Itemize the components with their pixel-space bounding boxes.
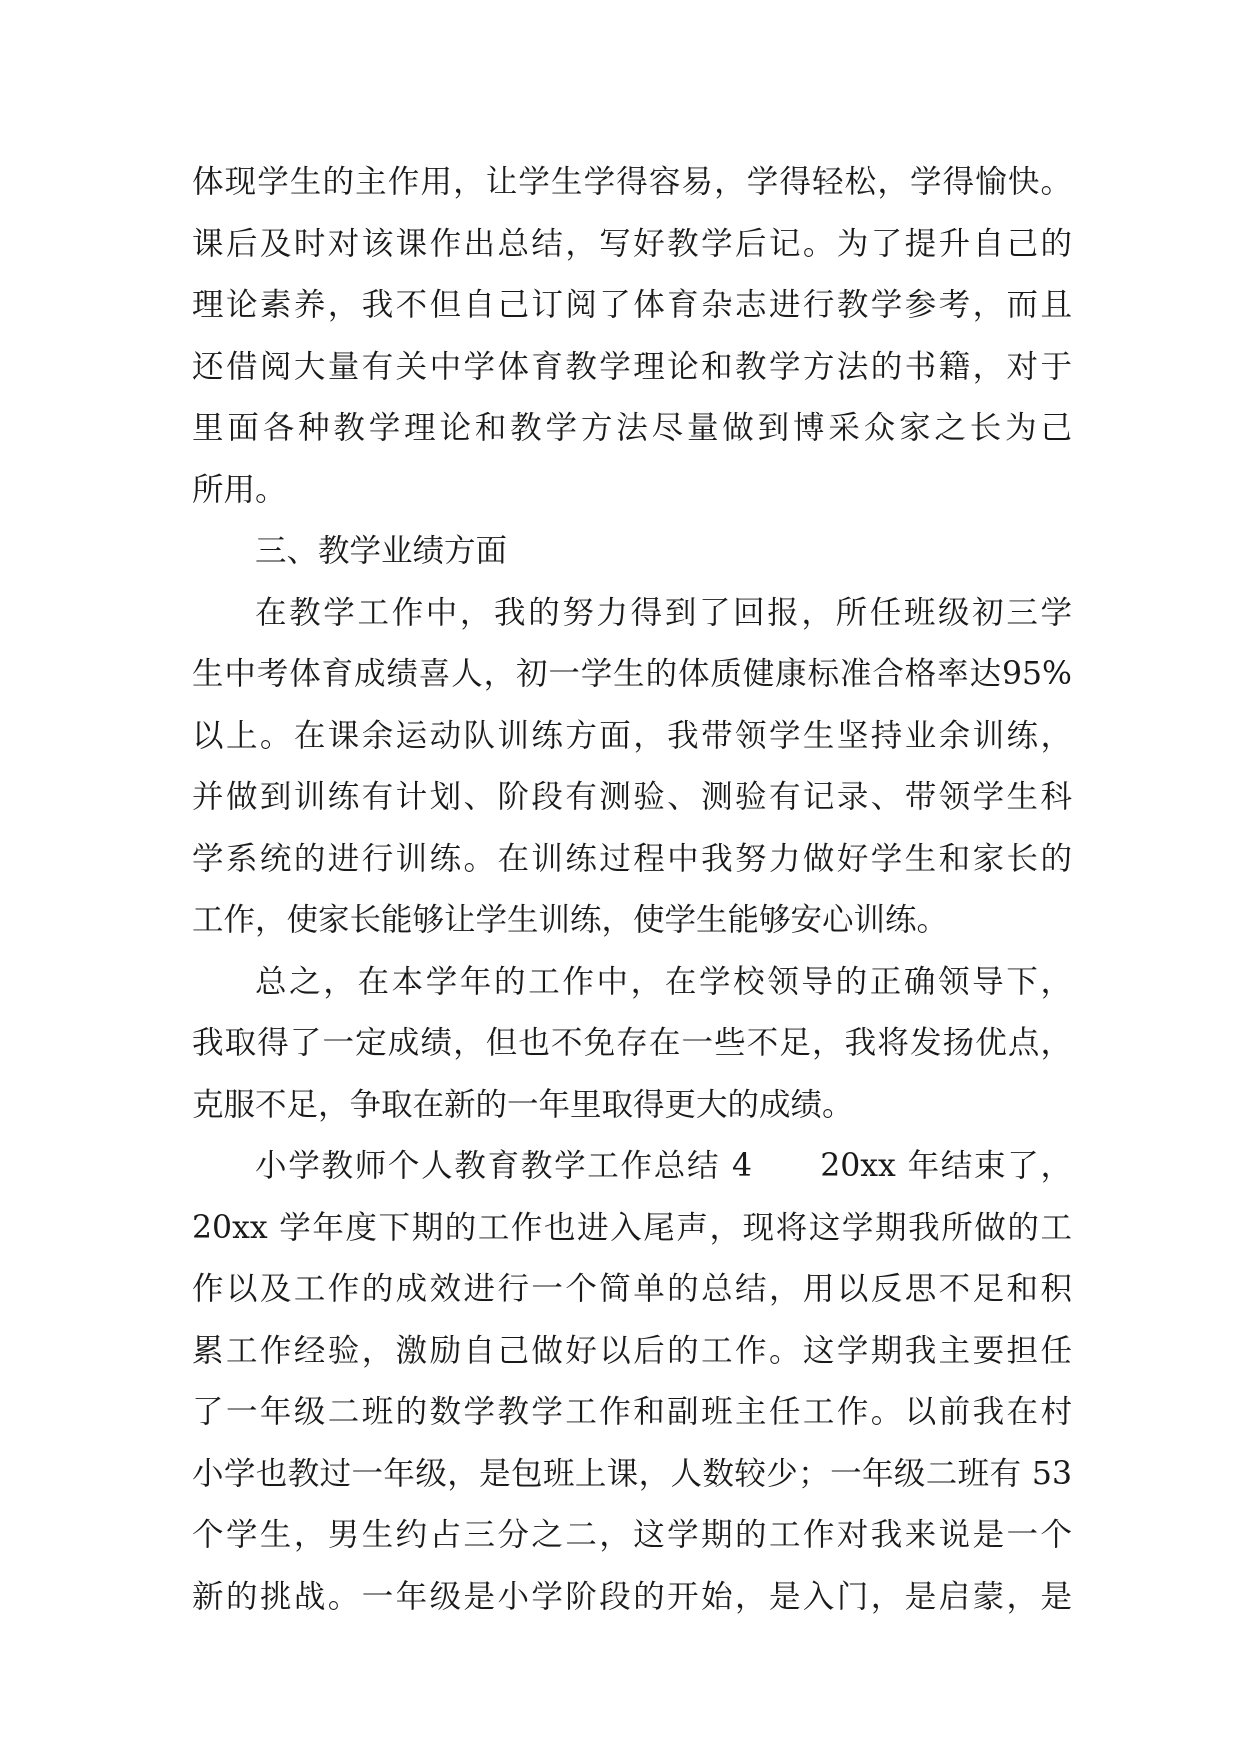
text-line-9: 生中考体育成绩喜人，初一学生的体质健康标准合格率达95% — [192, 656, 1072, 692]
body-text — [192, 152, 1072, 1628]
text-line-14: 总之，在本学年的工作中，在学校领导的正确领导下， — [255, 963, 1072, 1000]
text-line-1: 体现学生的主作用，让学生学得容易，学得轻松，学得愉快。 — [192, 164, 1072, 200]
text-line-18: 20xx 学年度下期的工作也进入尾声，现将这学期我所做的工 — [192, 1209, 1072, 1246]
text-line-10: 以上。在课余运动队训练方面，我带领学生坚持业余训练， — [192, 717, 1072, 754]
text-line-12: 学系统的进行训练。在训练过程中我努力做好学生和家长的 — [192, 840, 1072, 877]
text-line-11: 并做到训练有计划、阶段有测验、测验有记录、带领学生科 — [192, 779, 1072, 815]
text-line-16: 克服不足，争取在新的一年里取得更大的成绩。 — [192, 1086, 854, 1123]
text-line-13: 工作，使家长能够让学生训练，使学生能够安心训练。 — [192, 902, 949, 938]
section-heading: 三、教学业绩方面 — [255, 533, 508, 569]
text-line-17: 小学教师个人教育教学工作总结 4 20xx 年结束了， — [255, 1148, 1072, 1184]
text-line-15: 我取得了一定成绩，但也不免存在一些不足，我将发扬优点， — [192, 1025, 1072, 1061]
text-line-19: 作以及工作的成效进行一个简单的总结，用以反思不足和积 — [192, 1271, 1072, 1307]
text-line-21: 了一年级二班的数学教学工作和副班主任工作。以前我在村 — [192, 1394, 1072, 1430]
text-line-8: 在教学工作中，我的努力得到了回报，所任班级初三学 — [255, 594, 1072, 631]
text-line-3: 理论素养，我不但自己订阅了体育杂志进行教学参考，而且 — [192, 287, 1072, 323]
text-line-5: 里面各种教学理论和教学方法尽量做到博采众家之长为己 — [192, 410, 1072, 446]
text-line-22: 小学也教过一年级，是包班上课，人数较少；一年级二班有 53 — [192, 1455, 1072, 1492]
text-line-4: 还借阅大量有关中学体育教学理论和教学方法的书籍，对于 — [192, 348, 1072, 385]
text-line-6: 所用。 — [192, 471, 287, 508]
text-line-20: 累工作经验，激励自己做好以后的工作。这学期我主要担任 — [192, 1332, 1072, 1369]
text-line-23: 个学生，男生约占三分之二，这学期的工作对我来说是一个 — [192, 1517, 1072, 1553]
text-line-2: 课后及时对该课作出总结，写好教学后记。为了提升自己的 — [192, 225, 1072, 262]
text-line-24: 新的挑战。一年级是小学阶段的开始，是入门，是启蒙，是 — [192, 1578, 1072, 1615]
